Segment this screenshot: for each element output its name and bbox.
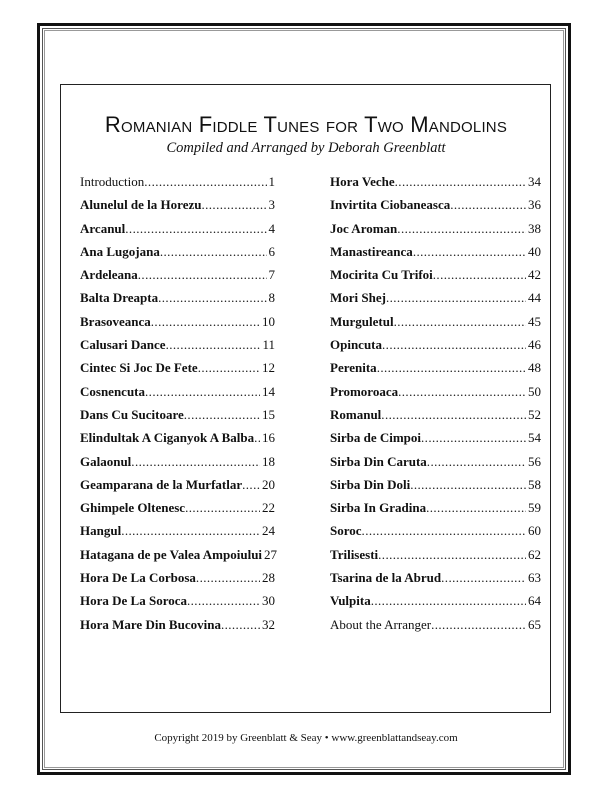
- toc-entry[interactable]: [330, 617, 541, 640]
- toc-entry-title: Soroc: [330, 523, 362, 539]
- toc-entry-page: 12: [262, 360, 275, 376]
- toc-entry-page: 40: [528, 243, 541, 259]
- toc-entry[interactable]: [80, 454, 275, 477]
- toc-leader-dots: [201, 197, 266, 213]
- toc-entry[interactable]: [330, 523, 541, 546]
- toc-leader-dots: [386, 290, 526, 306]
- toc-entry[interactable]: [80, 244, 275, 267]
- toc-entry[interactable]: [330, 197, 541, 220]
- toc-entry-title: Joc Aroman: [330, 220, 398, 236]
- toc-entry-page: 27: [264, 546, 278, 562]
- toc-entry[interactable]: [330, 500, 541, 523]
- toc-leader-dots: [151, 314, 260, 330]
- toc-leader-dots: [138, 267, 267, 283]
- toc-leader-dots: [410, 477, 526, 493]
- toc-entry-page: 46: [528, 337, 541, 353]
- toc-entry-page: 44: [528, 290, 541, 306]
- toc-entry-page: 52: [528, 406, 541, 422]
- toc-entry-page: 11: [262, 337, 275, 353]
- toc-entry[interactable]: [330, 593, 541, 616]
- toc-entry-title: Hora Mare Din Bucovina: [80, 616, 221, 632]
- toc-entry[interactable]: [330, 570, 541, 593]
- toc-entry-title: Manastireanca: [330, 243, 413, 259]
- toc-leader-dots: [160, 244, 267, 260]
- toc-entry-title: Brasoveanca: [80, 313, 151, 329]
- toc-entry-title: Sirba In Gradina: [330, 500, 427, 516]
- toc-leader-dots: [398, 384, 526, 400]
- toc-entry[interactable]: [330, 267, 541, 290]
- toc-entry-page: 4: [268, 220, 275, 236]
- toc-entry-page: 45: [528, 313, 541, 329]
- toc-leader-dots: [378, 547, 526, 563]
- toc-entry[interactable]: [80, 197, 275, 220]
- toc-entry-title: Hora De La Soroca: [80, 593, 187, 609]
- toc-entry-title: Sirba Din Caruta: [330, 453, 427, 469]
- toc-entry-title: Ardeleana: [80, 267, 138, 283]
- toc-leader-dots: [144, 174, 266, 190]
- toc-entry-page: 16: [262, 430, 275, 446]
- toc-entry-page: 8: [268, 290, 275, 306]
- toc-entry[interactable]: [330, 430, 541, 453]
- toc-leader-dots: [381, 407, 526, 423]
- toc-leader-dots: [198, 360, 260, 376]
- toc-entry-title: Cintec Si Joc De Fete: [80, 360, 198, 376]
- toc-entry[interactable]: [330, 547, 541, 570]
- toc-entry-page: 59: [528, 500, 541, 516]
- toc-leader-dots: [427, 454, 526, 470]
- toc-entry-page: 38: [528, 220, 541, 236]
- toc-leader-dots: [394, 314, 526, 330]
- toc-entry-title: Ghimpele Oltenesc: [80, 500, 186, 516]
- copyright-footer: Copyright 2019 by Greenblatt & Seay • www.greenblattandseay.com: [154, 732, 458, 744]
- toc-entry[interactable]: [80, 267, 275, 290]
- toc-leader-dots: [426, 500, 526, 516]
- toc-entry-title: Cosnencuta: [80, 383, 146, 399]
- toc-entry[interactable]: [330, 454, 541, 477]
- toc-entry-title: Dans Cu Sucitoare: [80, 406, 184, 422]
- toc-entry-page: 15: [262, 406, 275, 422]
- toc-entry[interactable]: [80, 290, 275, 313]
- toc-entry-title: Ana Lugojana: [80, 243, 160, 259]
- toc-entry-page: 63: [528, 570, 541, 586]
- toc-entry-page: 50: [528, 383, 541, 399]
- toc-entry-title: Hora De La Corbosa: [80, 570, 196, 586]
- toc-entry[interactable]: [330, 221, 541, 244]
- toc-entry-title: Opincuta: [330, 337, 383, 353]
- toc-entry[interactable]: [80, 477, 275, 500]
- toc-leader-dots: [242, 477, 260, 493]
- toc-entry-title: Geamparana de la Murfatlar: [80, 476, 243, 492]
- toc-leader-dots: [431, 617, 526, 633]
- toc-entry-page: 56: [528, 453, 541, 469]
- toc-leader-dots: [371, 593, 526, 609]
- toc-entry-page: 34: [528, 174, 541, 189]
- toc-entry-page: 65: [528, 616, 541, 632]
- toc-entry-title: Hatagana de pe Valea Ampoiului: [80, 546, 263, 562]
- toc-entry-page: 36: [528, 197, 541, 213]
- toc-entry[interactable]: [330, 360, 541, 383]
- toc-entry-page: 54: [528, 430, 541, 446]
- toc-entry[interactable]: [80, 314, 275, 337]
- toc-leader-dots: [121, 523, 260, 539]
- toc-entry-page: 62: [528, 546, 541, 562]
- toc-entry-title: Hora Veche: [330, 174, 395, 189]
- toc-entry-page: 1: [268, 174, 275, 189]
- toc-entry[interactable]: [80, 500, 275, 523]
- toc-entry[interactable]: [330, 337, 541, 360]
- toc-entry-title: Tsarina de la Abrud: [330, 570, 442, 586]
- toc-entry-page: 22: [262, 500, 275, 516]
- toc-left-column: [80, 174, 278, 640]
- toc-leader-dots: [185, 500, 260, 516]
- toc-entry[interactable]: [330, 290, 541, 313]
- toc-entry-title: Sirba de Cimpoi: [330, 430, 422, 446]
- toc-entry[interactable]: [80, 407, 275, 430]
- toc-entry-page: 30: [262, 593, 275, 609]
- toc-entry-title: Perenita: [330, 360, 377, 376]
- toc-entry-title: About the Arranger: [330, 616, 432, 632]
- toc-entry[interactable]: [330, 407, 541, 430]
- toc-entry-title: Vulpita: [330, 593, 371, 609]
- book-title: Romanian Fiddle Tunes for Two Mandolins: [104, 112, 508, 137]
- toc-entry-page: 48: [528, 360, 541, 376]
- toc-entry-title: Galaonul: [80, 453, 132, 469]
- toc-entry[interactable]: [80, 523, 275, 546]
- toc-leader-dots: [450, 197, 526, 213]
- toc-entry-title: Trilisesti: [330, 546, 379, 562]
- toc-entry-title: Promoroaca: [330, 383, 399, 399]
- toc-entry-title: Balta Dreapta: [80, 290, 159, 306]
- toc-leader-dots: [395, 174, 526, 190]
- toc-leader-dots: [196, 570, 260, 586]
- toc-leader-dots: [421, 430, 526, 446]
- toc-entry-page: 14: [262, 383, 275, 399]
- toc-entry[interactable]: [80, 221, 275, 244]
- toc-entry[interactable]: [80, 337, 275, 360]
- toc-entry-title: Alunelul de la Horezu: [80, 197, 202, 213]
- toc-leader-dots: [131, 454, 260, 470]
- toc-entry-page: 10: [262, 313, 275, 329]
- toc-leader-dots: [158, 290, 266, 306]
- toc-leader-dots: [166, 337, 261, 353]
- toc-entry-page: 6: [268, 243, 275, 259]
- toc-entry[interactable]: [330, 174, 541, 197]
- toc-leader-dots: [377, 360, 526, 376]
- toc-entry[interactable]: [330, 384, 541, 407]
- toc-entry[interactable]: [80, 430, 275, 453]
- toc-leader-dots: [221, 617, 260, 633]
- toc-leader-dots: [125, 221, 266, 237]
- toc-entry-title: Mori Shej: [330, 290, 386, 306]
- toc-leader-dots: [397, 221, 526, 237]
- toc-leader-dots: [441, 570, 526, 586]
- toc-entry-page: 58: [528, 476, 541, 492]
- toc-entry[interactable]: [80, 384, 275, 407]
- toc-leader-dots: [413, 244, 526, 260]
- toc-entry-title: Romanul: [330, 406, 382, 422]
- toc-entry-page: 7: [268, 267, 275, 283]
- toc-entry-title: Elindultak A Ciganyok A Balba: [80, 430, 255, 446]
- toc-leader-dots: [382, 337, 526, 353]
- toc-entry-page: 42: [528, 267, 541, 283]
- toc-entry[interactable]: [330, 314, 541, 337]
- toc-entry-title: Mocirita Cu Trifoi: [330, 267, 433, 283]
- toc-right-column: [330, 174, 541, 640]
- toc-leader-dots: [184, 407, 260, 423]
- toc-entry-title: Hangul: [80, 523, 122, 539]
- toc-entry-page: 3: [268, 197, 275, 213]
- toc-leader-dots: [187, 593, 260, 609]
- toc-entry[interactable]: [80, 360, 275, 383]
- toc-entry[interactable]: [80, 570, 275, 593]
- toc-entry[interactable]: [80, 174, 275, 197]
- toc-entry-page: 24: [262, 523, 275, 539]
- toc-entry-title: Introduction: [80, 174, 145, 189]
- toc-entry-title: Murguletul: [330, 313, 394, 329]
- toc-leader-dots: [145, 384, 260, 400]
- toc-leader-dots: [362, 523, 526, 539]
- toc-entry-page: 28: [262, 570, 275, 586]
- toc-entry-page: 18: [262, 453, 275, 469]
- toc-entry-title: Invirtita Ciobaneasca: [330, 197, 451, 213]
- toc-entry[interactable]: [80, 617, 275, 640]
- toc-leader-dots: [433, 267, 526, 283]
- toc-entry-page: 60: [528, 523, 541, 539]
- toc-entry-page: 20: [262, 476, 275, 492]
- book-subtitle: Compiled and Arranged by Deborah Greenblatt: [166, 140, 446, 156]
- toc-entry-title: Sirba Din Doli: [330, 476, 411, 492]
- toc-entry[interactable]: [80, 593, 275, 616]
- toc-entry-page: 64: [528, 593, 541, 609]
- toc-entry[interactable]: [80, 546, 278, 570]
- toc-entry-title: Calusari Dance: [80, 337, 166, 353]
- toc-entry-title: Arcanul: [80, 220, 126, 236]
- toc-entry[interactable]: [330, 477, 541, 500]
- toc-entry-page: 32: [262, 616, 275, 632]
- toc-entry[interactable]: [330, 244, 541, 267]
